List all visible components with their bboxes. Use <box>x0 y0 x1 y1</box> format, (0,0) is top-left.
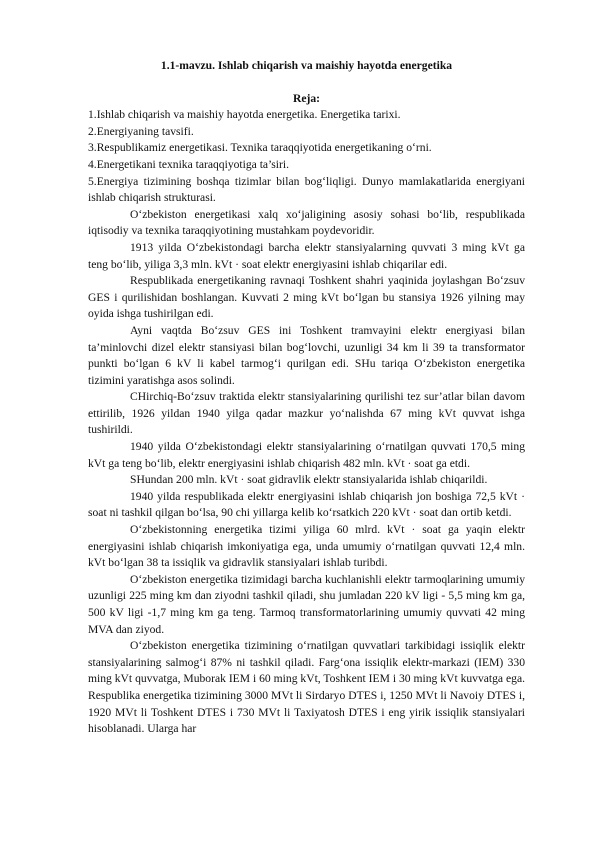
paragraph: Respublikada energetikaning ravnaqi Toshkent shahri yaqinida joylashgan Bo‘zsuv GES i qurilishidan boshlangan. Kuvvati 2 ming kVt bo‘lgan bu stansiya 1926 yilning may oyida ishga tushirilgan edi. <box>88 274 525 321</box>
paragraph: SHundan 200 mln. kVt · soat gidravlik elektr stansiyalarida ishlab chiqarildi. <box>130 473 488 487</box>
body-text <box>88 207 525 738</box>
page-title: 1.1-mavzu. Ishlab chiqarish va maishiy hayotda energetika <box>160 59 453 72</box>
paragraph: O‘zbekiston energetika tizimining o‘rnatilgan quvvatlari tarkibidagi issiqlik elektr stansiyalarining salmog‘i 87% ni tashkil qiladi. Farg‘ona issiqlik elektr-markazi (IEM) 330 ming kVt quvvatga, Muborak IEM i 60 ming kVt, Toshkent IEM i 30 ming kVt kuvvatga ega. Respublika energetika tizimining 3000 MVt li Sirdaryo DTES i, 1250 MVt li Navoiy DTES i, 1920 MVt li Toshkent DTES i 730 MVt li Taxiyatosh DTES i eng yirik issiqlik stansiyalari hisoblanadi. Ularga har <box>88 639 525 736</box>
plan-item: 1.Ishlab chiqarish va maishiy hayotda energetika. Energetika tarixi. <box>88 108 401 122</box>
paragraph: 1940 yilda O‘zbekistondagi elektr stansiyalarining o‘rnatilgan quvvati 170,5 ming kVt ga teng bo‘lib, elektr energiyasini ishlab chiqarish 482 mln. kVt · soat ga etdi. <box>88 440 525 470</box>
plan-item: 2.Energiyaning tavsifi. <box>88 124 194 138</box>
plan-list <box>88 107 525 207</box>
paragraph: 1940 yilda respublikada elektr energiyasini ishlab chiqarish jon boshiga 72,5 kVt · soat ni tashkil qilgan bo‘lsa, 90 chi yillarga kelib ko‘rsatkich 220 kVt · soat dan ortib ketdi. <box>88 489 525 520</box>
plan-item: 4.Energetikani texnika taraqqiyotiga ta’siri. <box>88 157 290 171</box>
plan-heading: Reja: <box>292 91 321 105</box>
paragraph: O‘zbekiston energetikasi xalq xo‘jaligining asosiy sohasi bo‘lib, respublikada iqtisodiy va texnika taraqqiyotining mustahkam poydevoridir. <box>88 207 525 238</box>
paragraph: 1913 yilda O‘zbekistondagi barcha elektr stansiyalarning quvvati 3 ming kVt ga teng bo‘lib, yiliga 3,3 mln. kVt · soat elektr energiyasini ishlab chiqarilar edi. <box>88 240 525 271</box>
document-page <box>88 58 525 738</box>
paragraph: O‘zbekistonning energetika tizimi yiliga 60 mlrd. kVt · soat ga yaqin elektr energiyasini ishlab chiqarish imkoniyatiga ega, unda umumiy o‘rnatilgan quvvati 12,4 mln. kVt bo‘lgan 38 ta issiqlik va gidravlik stansiyalari ishlab turibdi. <box>88 523 525 570</box>
plan-item: 5.Energiya tizimining boshqa tizimlar bilan bog‘liqligi. Dunyo mamlakatlarida energiyani ishlab chiqarish strukturasi. <box>88 174 525 205</box>
plan-item: 3.Respublikamiz energetikasi. Texnika taraqqiyotida energetikaning o‘rni. <box>88 141 432 155</box>
paragraph: Ayni vaqtda Bo‘zsuv GES ini Toshkent tramvayini elektr energiyasi bilan ta’minlovchi dizel elektr stansiyasi bilan bog‘lovchi, uzunligi 34 km li 39 ta transformator punkti bo‘lgan 6 kV li kabel tarmog‘i qurilgan edi. SHu tariqa O‘zbekiston energetika tizimini yaratishga asos solindi. <box>88 323 525 387</box>
paragraph: O‘zbekiston energetika tizimidagi barcha kuchlanishli elektr tarmoqlarining umumiy uzunligi 225 ming km dan ziyodni tashkil qiladi, shu jumladan 220 kV ligi - 5,5 ming km ga, 500 kV ligi -1,7 ming km ga teng. Tarmoq transformatorlarining umumiy quvvati 42 ming MVA dan ziyod. <box>88 572 525 636</box>
paragraph: CHirchiq-Bo‘zsuv traktida elektr stansiyalarining qurilishi tez sur’atlar bilan davom ettirilib, 1926 yildan 1940 yilga qadar mazkur yo‘nalishda 67 ming kVt quvvat ishga tushirildi. <box>88 390 525 437</box>
